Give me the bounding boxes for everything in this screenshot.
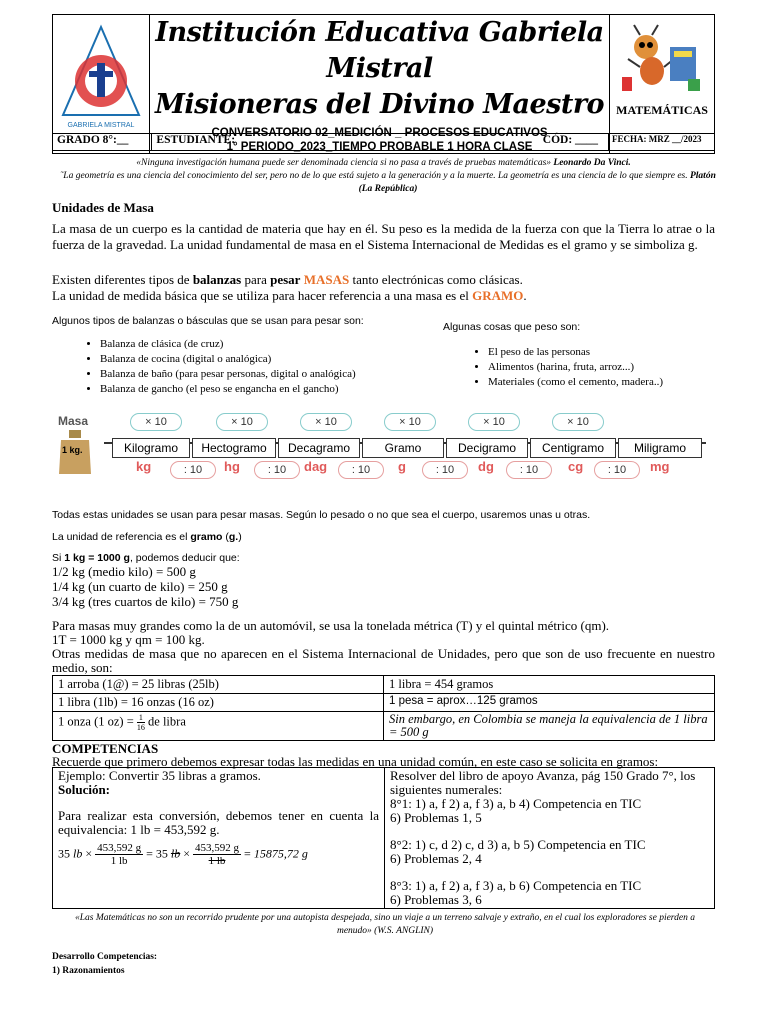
units-usage-text: Todas estas unidades se usan para pesar masas. Según lo pesado o no que sea el cuerpo, usaremos unas u otras. <box>52 509 591 521</box>
things-list <box>468 346 728 391</box>
fraction-denominator: 1 lb <box>208 855 226 867</box>
explain-text: Para realizar esta conversión, debemos tener en cuenta la equivalencia: 1 lb = 453,592 g. <box>58 808 379 837</box>
p2-masas: MASAS <box>303 272 350 287</box>
razonamientos-item: 1) Razonamientos <box>52 966 125 976</box>
other-measures-text: Otras medidas de masa que no aparecen en el Sistema Internacional de Unidades, pero que son de uso frecuente en nuestro medio, son: <box>52 646 715 675</box>
equivalence-table <box>52 675 715 741</box>
libra-text: de libra <box>148 714 186 729</box>
eq-quarter-kilo: 1/4 kg (un cuarto de kilo) = 250 g <box>52 579 228 594</box>
example-text: Ejemplo: Convertir 35 libras a gramos. <box>58 768 261 783</box>
formula-35: 35 <box>155 846 168 861</box>
p3-gramo: GRAMO <box>472 288 524 303</box>
ton-equivalence: 1T = 1000 kg y qm = 100 kg. <box>52 632 205 647</box>
list-item: • Balanza de cocina (digital o analógica) <box>100 353 420 365</box>
table-cell: 1 pesa = aprox…125 gramos <box>384 694 715 712</box>
unit-abbr: hg <box>224 459 240 474</box>
list-item: • Balanza de baño (para pesar personas, digital o analógica) <box>100 368 420 380</box>
masa-label: Masa <box>58 414 89 428</box>
reference-unit-text <box>52 531 242 543</box>
competencias-heading: COMPETENCIAS <box>52 741 159 756</box>
list-item: • Materiales (como el cemento, madera..) <box>488 376 728 388</box>
divide-label: : 10 <box>422 461 468 479</box>
anglin-quote: «Las Matemáticas no son un recorrido prudente por una autopista despejada, sino un viaje a un terreno salvaje y extraño, en el cual los exploradores se pierden a menudo» (W.S. ANGLIN) <box>75 913 695 936</box>
resolve-text: Resolver del libro de apoyo Avanza, pág 150 Grado 7°, los siguientes numerales: <box>390 768 696 797</box>
group1-problems: 6) Problemas 1, 5 <box>390 810 482 825</box>
p2-pesar: pesar <box>270 272 301 287</box>
unit-box: Hectogramo <box>192 438 276 458</box>
quote-davinci <box>52 157 715 170</box>
table-cell: 1 libra = 454 gramos <box>384 676 715 694</box>
multiply-label: × 10 <box>130 413 182 431</box>
ref-g: g. <box>228 531 239 543</box>
eq-half-kilo: 1/2 kg (medio kilo) = 500 g <box>52 564 196 579</box>
table-cell: 1 arroba (1@) = 25 libras (25lb) <box>53 676 384 694</box>
divide-label: : 10 <box>254 461 300 479</box>
formula-35: 35 <box>58 846 70 861</box>
table-row <box>53 694 715 712</box>
onza-text: 1 onza (1 oz) = <box>58 714 134 729</box>
ded-c: , podemos deducir que: <box>129 552 240 564</box>
balances-intro: Algunos tipos de balanzas o básculas que se usan para pesar son: <box>52 315 364 327</box>
ref-gramo: gramo <box>190 531 223 543</box>
fraction-numerator: 453,592 g <box>195 842 240 854</box>
divide-label: : 10 <box>338 461 384 479</box>
large-masses-text <box>52 619 715 675</box>
unit-abbr: dg <box>478 459 494 474</box>
fraction <box>95 842 143 867</box>
balanzas-paragraph <box>52 272 715 304</box>
list-item: • Balanza de clásica (de cruz) <box>100 338 420 350</box>
unit-box: Kilogramo <box>112 438 190 458</box>
desarrollo-heading: Desarrollo Competencias: <box>52 952 158 962</box>
fraction-denominator: 16 <box>136 723 145 732</box>
p3-text-c: . <box>523 288 527 303</box>
fraction <box>193 842 241 867</box>
code-field: CÓD: ____ <box>542 134 599 146</box>
ton-quintal-text: Para masas muy grandes como la de un automóvil, se usa la tonelada métrica (T) y el quintal métrico (qm). <box>52 618 610 633</box>
unit-box: Decigramo <box>446 438 528 458</box>
table-row <box>53 712 715 741</box>
fraction-numerator: 453,592 g <box>97 842 142 854</box>
things-intro: Algunas cosas que peso son: <box>443 321 581 333</box>
unit-box: Gramo <box>362 438 444 458</box>
weight-label: 1 kg. <box>62 445 83 455</box>
unit-abbr: cg <box>568 459 584 474</box>
p2-text-f: tanto electrónicas como clásicas. <box>349 272 523 287</box>
unit-box: Decagramo <box>278 438 360 458</box>
quote-plato-author: Platón (La República) <box>358 171 716 194</box>
subject-label: MATEMÁTICAS <box>616 103 708 117</box>
list-item: • Balanza de gancho (el peso se engancha en el gancho) <box>100 383 420 395</box>
formula-lb-cancelled: lb <box>170 846 181 861</box>
group3-problems: 6) Problemas 3, 6 <box>390 892 482 907</box>
grade-field: GRADO 8°:__ <box>53 134 152 151</box>
quote-plato <box>58 170 718 196</box>
example-cell <box>53 768 385 909</box>
mass-scale-diagram <box>48 410 708 490</box>
p2-balanzas: balanzas <box>192 272 242 287</box>
group3-tasks: 8°3: 1) a, f 2) a, f 3) a, b 6) Competencia en TIC <box>390 878 642 893</box>
p3-text-a: La unidad de medida básica que se utiliza para hacer referencia a una masa es el <box>52 288 473 303</box>
assignment-cell <box>385 768 715 909</box>
unit-abbr: mg <box>650 459 670 474</box>
p2-text-c: para <box>241 272 271 287</box>
student-cell <box>152 134 609 151</box>
kg-deduction-text <box>52 552 240 564</box>
ref-c: ( <box>222 531 229 543</box>
balances-list <box>80 338 420 398</box>
date-field: FECHA: MRZ __/2023 <box>609 134 715 151</box>
unit-abbr: kg <box>136 459 152 474</box>
divide-label: : 10 <box>170 461 216 479</box>
institution-subname: Misioneras del Divino Maestro <box>154 89 605 120</box>
table-cell: 1 libra (1lb) = 16 onzas (16 oz) <box>53 694 384 712</box>
table-cell <box>53 712 384 741</box>
unit-box: Centigramo <box>530 438 616 458</box>
multiply-label: × 10 <box>384 413 436 431</box>
list-item: • El peso de las personas <box>488 346 728 358</box>
group1-tasks: 8°1: 1) a, f 2) a, f 3) a, b 4) Competencia en TIC <box>390 796 642 811</box>
ded-b: 1 kg = 1000 g <box>64 552 130 564</box>
formula-lb: lb <box>73 846 83 861</box>
ant-mascot-icon <box>612 21 712 95</box>
competencias-table <box>52 767 715 909</box>
quote-davinci-text: «Ninguna investigación humana puede ser denominada ciencia si no pasa a través de pruebas matemáticas» <box>136 158 552 168</box>
fraction <box>137 713 145 732</box>
unit-abbr: g <box>398 459 406 474</box>
conversatorio-title: CONVERSATORIO 02_MEDICIÓN _ PROCESOS EDUCATIVOS <box>211 127 548 139</box>
conversion-formula: 35 lb × $\frac{453,592 g}{1 lb}$ = 35 lb × $\frac{453,592 g}{1 lb}$ = 15875,72 g <box>58 842 308 867</box>
ref-a: La unidad de referencia es el <box>52 531 191 543</box>
quote-davinci-author: Leonardo Da Vinci. <box>553 158 631 168</box>
school-logo <box>53 15 149 130</box>
competencias-intro: Recuerde que primero debemos expresar todas las medidas en una unidad común, en este caso se solicita en gramos: <box>52 754 659 769</box>
list-item: • Alimentos (harina, fruta, arroz...) <box>488 361 728 373</box>
kg-equivalences <box>52 564 238 609</box>
multiply-label: × 10 <box>300 413 352 431</box>
institution-name: Institución Educativa Gabriela Mistral <box>155 17 604 84</box>
student-field: ESTUDIANTE: <box>156 134 236 146</box>
multiply-label: × 10 <box>216 413 268 431</box>
table-cell: Sin embargo, en Colombia se maneja la equivalencia de 1 libra = 500 g <box>384 712 715 741</box>
masa-definition: La masa de un cuerpo es la cantidad de materia que hay en él. Su peso es la medida de la fuerza con que la Tierra lo atrae o la fuerza de la gravedad. La unidad fundamental de masa en el Sistema Internacional de Medidas es el gramo y se simboliza g. <box>52 221 715 252</box>
quote-plato-text: ˜La geometría es una ciencia del conocimiento del ser, pero no de lo que está sujeto a la generación y a la muerte. La geometría es una ciencia de lo que siempre es. <box>60 171 688 181</box>
multiply-label: × 10 <box>552 413 604 431</box>
table-row <box>53 676 715 694</box>
p2-text-a: Existen diferentes tipos de <box>52 272 193 287</box>
info-row <box>52 133 715 151</box>
ref-e: ) <box>238 531 242 543</box>
eq-three-quarter-kilo: 3/4 kg (tres cuartos de kilo) = 750 g <box>52 594 239 609</box>
fraction-denominator: 1 lb <box>110 855 128 867</box>
ded-a: Si <box>52 552 65 564</box>
unit-abbr: dag <box>304 459 328 474</box>
logo-text: GABRIELA MISTRAL <box>67 122 135 129</box>
period-title: 1° PERIODO_2023_TIEMPO PROBABLE 1 HORA CLASE <box>226 141 533 153</box>
unit-box: Miligramo <box>618 438 702 458</box>
solution-label: Solución: <box>58 782 111 797</box>
fraction-numerator: 1 <box>138 713 143 722</box>
divide-label: : 10 <box>506 461 552 479</box>
section-heading-masa: Unidades de Masa <box>52 200 154 215</box>
group2-tasks: 8°2: 1) c, d 2) c, d 3) a, b 5) Competencia en TIC <box>390 837 646 852</box>
formula-result: 15875,72 g <box>253 846 308 861</box>
divide-label: : 10 <box>594 461 640 479</box>
multiply-label: × 10 <box>468 413 520 431</box>
group2-problems: 6) Problemas 2, 4 <box>390 851 482 866</box>
